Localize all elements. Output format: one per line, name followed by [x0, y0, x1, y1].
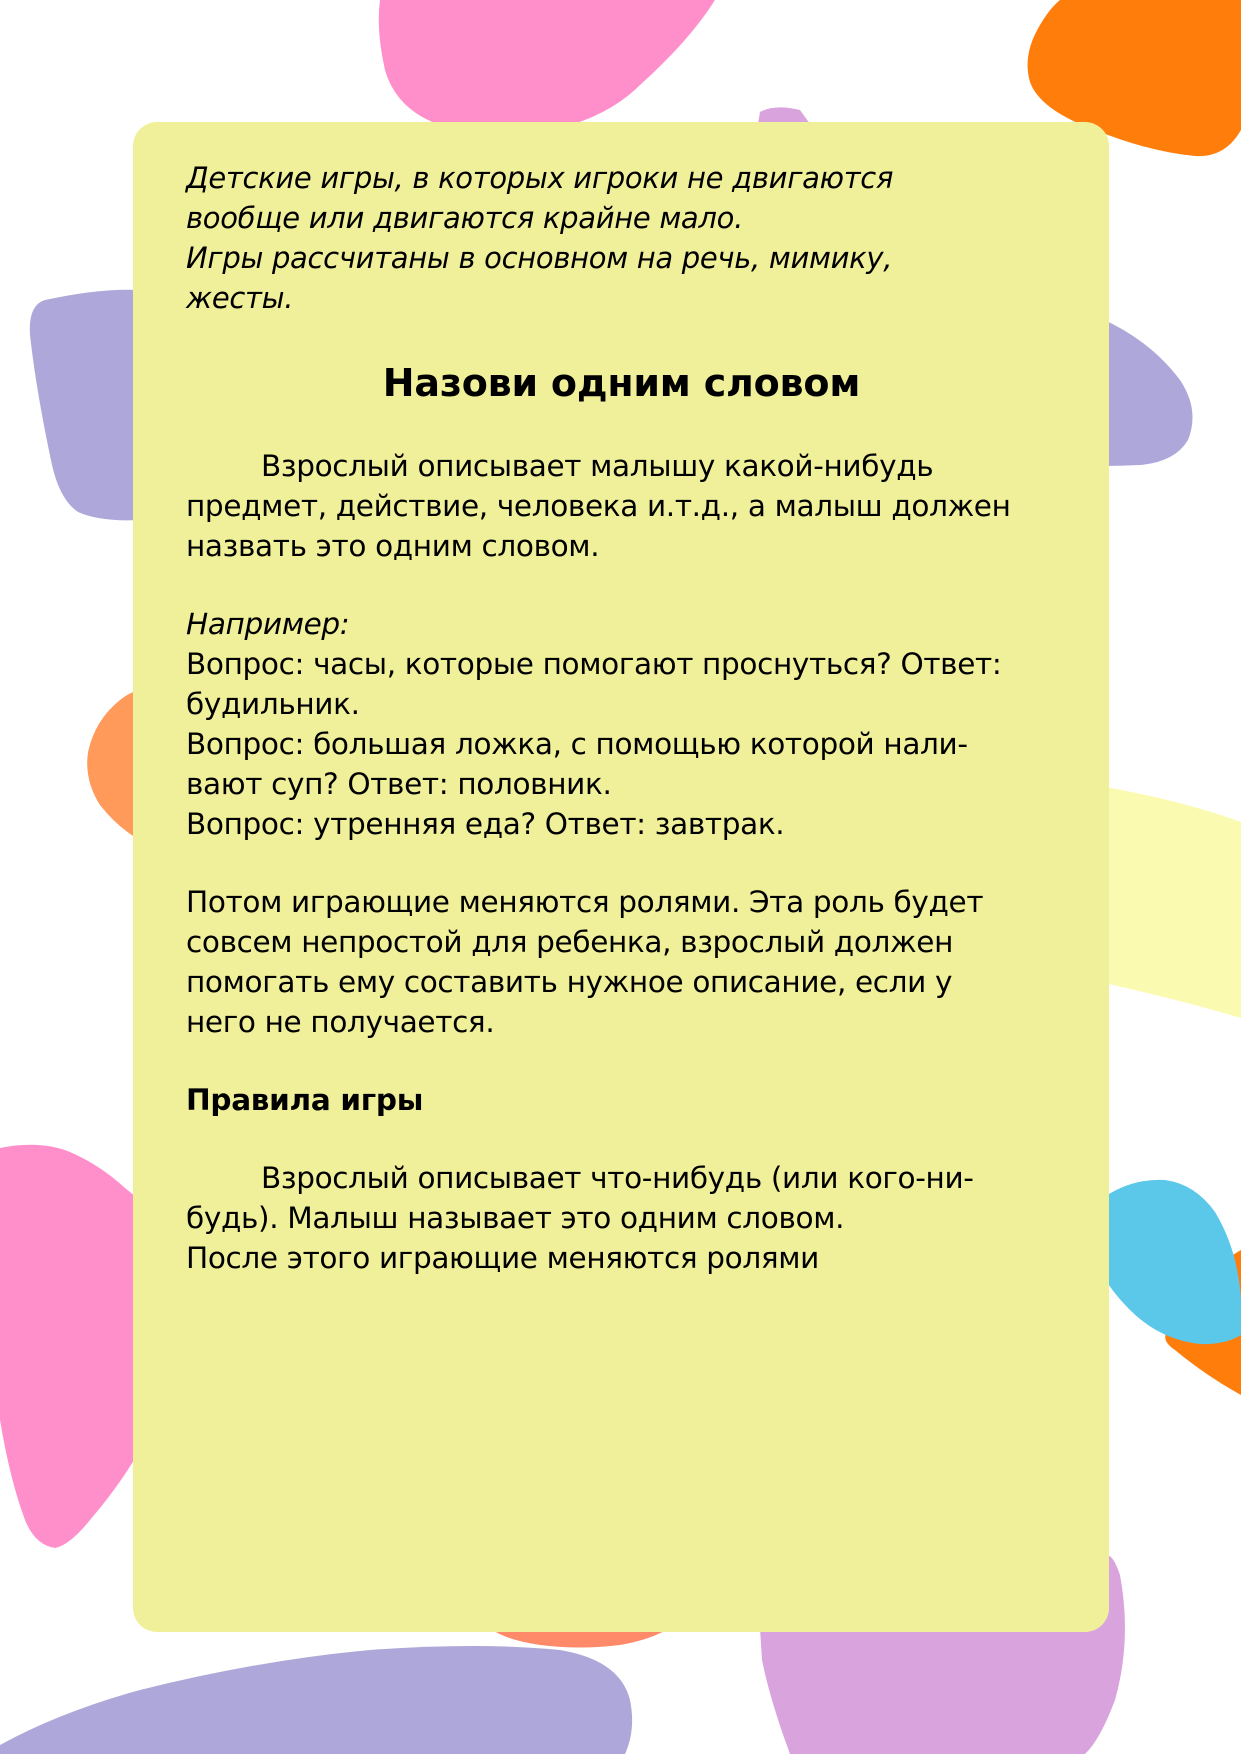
intro-line: Игры рассчитаны в основном на речь, мимику, [186, 241, 893, 275]
rules-heading: Правила игры [186, 1083, 424, 1117]
content-card [133, 122, 1109, 1632]
lavender-blob-right [1100, 318, 1193, 466]
role-swap-paragraph [186, 882, 1057, 1042]
role-swap-line: Потом играющие меняются ролями. Эта роль будет [186, 885, 984, 919]
example-line: вают суп? Ответ: половник. [186, 767, 612, 801]
rules-line: После этого играющие меняются ролями [186, 1241, 819, 1275]
example-label: Например: [186, 607, 350, 641]
description-line: Взрослый описывает малышу какой-нибудь [261, 449, 934, 483]
example-line: будильник. [186, 687, 360, 721]
pink-blob-left [0, 1145, 140, 1548]
intro-text [186, 158, 1057, 318]
description-line: предмет, действие, человека и.т.д., а малыш должен [186, 489, 1011, 523]
example-line: Вопрос: утренняя еда? Ответ: завтрак. [186, 807, 785, 841]
intro-line: вообще или двигаются крайне мало. [186, 201, 744, 235]
role-swap-line: него не получается. [186, 1005, 495, 1039]
lavender-blob-bottom [0, 1646, 632, 1754]
description-line: назвать это одним словом. [186, 529, 600, 563]
blue-blob-right [1100, 1180, 1241, 1344]
light-yellow-blob-right [1100, 786, 1241, 1018]
rules-text [186, 1158, 1057, 1278]
game-description [186, 446, 1057, 566]
role-swap-line: совсем непростой для ребенка, взрослый должен [186, 925, 954, 959]
example-line: Вопрос: большая ложка, с помощью которой нали- [186, 727, 968, 761]
role-swap-line: помогать ему составить нужное описание, если у [186, 965, 953, 999]
intro-line: жесты. [186, 281, 294, 315]
game-title: Назови одним словом [382, 361, 861, 405]
intro-line: Детские игры, в которых игроки не двигаются [186, 161, 894, 195]
example-block [186, 604, 1057, 844]
lavender-blob-left [30, 290, 140, 521]
rules-line: будь). Малыш называет это одним словом. [186, 1201, 845, 1235]
rules-line: Взрослый описывает что-нибудь (или кого-ни- [261, 1161, 974, 1195]
example-line: Вопрос: часы, которые помогают проснуться? Ответ: [186, 647, 1002, 681]
pink-blob-top [379, 0, 715, 135]
